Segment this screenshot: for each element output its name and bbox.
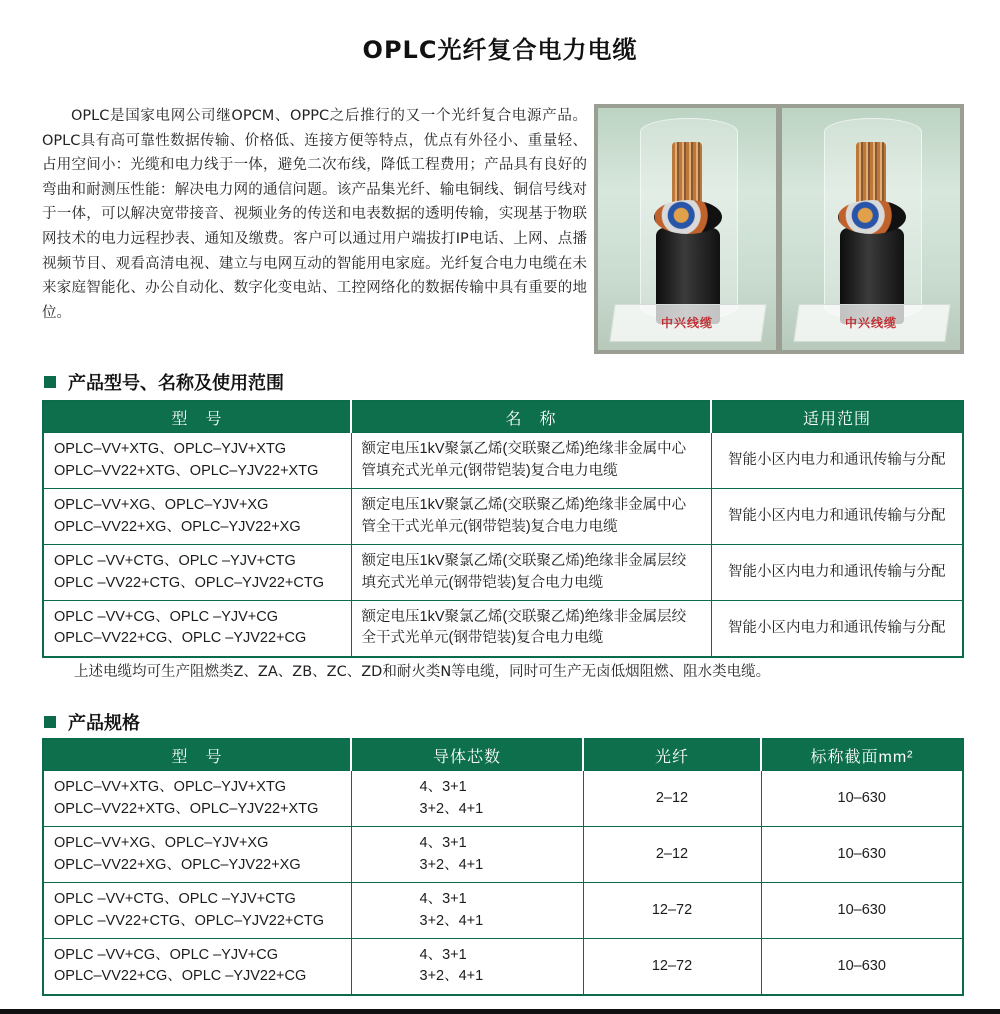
scope-cell: 智能小区内电力和通讯传输与分配 (711, 433, 963, 489)
scope-cell: 智能小区内电力和通讯传输与分配 (711, 545, 963, 601)
square-bullet-icon (44, 716, 56, 728)
model-cell: OPLC–VV+XG、OPLC–YJV+XG OPLC–VV22+XG、OPLC–YJV22+XG (43, 827, 351, 883)
product-name-cell: 额定电压1kV聚氯乙烯(交联聚乙烯)绝缘非金属层绞 填充式光单元(钢带铠装)复合电力电缆 (351, 545, 711, 601)
models-table (42, 400, 964, 658)
header-fiber: 光纤 (583, 739, 761, 771)
table-header-row (43, 401, 963, 433)
model-cell: OPLC –VV+CG、OPLC –YJV+CG OPLC–VV22+CG、OPLC –YJV22+CG (43, 601, 351, 657)
model-cell: OPLC –VV+CTG、OPLC –YJV+CTG OPLC –VV22+CTG、OPLC–YJV22+CTG (43, 883, 351, 939)
product-name-cell: 额定电压1kV聚氯乙烯(交联聚乙烯)绝缘非金属层绞 全干式光单元(钢带铠装)复合电力电缆 (351, 601, 711, 657)
fiber-cell: 2–12 (583, 827, 761, 883)
section-heading-models (44, 369, 284, 395)
model-cell: OPLC –VV+CG、OPLC –YJV+CG OPLC–VV22+CG、OPLC –YJV22+CG (43, 939, 351, 995)
table-row (43, 433, 963, 489)
table-row (43, 939, 963, 995)
area-cell: 10–630 (761, 939, 963, 995)
cores-cell: 4、3+1 3+2、4+1 (351, 883, 583, 939)
header-scope: 适用范围 (711, 401, 963, 433)
table-row (43, 601, 963, 657)
header-name: 名 称 (351, 401, 711, 433)
table-row (43, 545, 963, 601)
area-cell: 10–630 (761, 883, 963, 939)
square-bullet-icon (44, 376, 56, 388)
bottom-divider (0, 1009, 1000, 1014)
product-name-cell: 额定电压1kV聚氯乙烯(交联聚乙烯)绝缘非金属中心 管全干式光单元(钢带铠装)复合电力电缆 (351, 489, 711, 545)
specs-table (42, 738, 964, 996)
table-row (43, 489, 963, 545)
product-photos (594, 104, 964, 354)
header-model: 型 号 (43, 401, 351, 433)
area-cell: 10–630 (761, 827, 963, 883)
scope-cell: 智能小区内电力和通讯传输与分配 (711, 601, 963, 657)
intro-paragraph: OPLC是国家电网公司继OPCM、OPPC之后推行的又一个光纤复合电源产品。OPLC具有高可靠性数据传输、价格低、连接方便等特点，优点有外径小、重量轻、占用空间小：光缆和电力线于一体，避免二次布线，降低工程费用；产品具有良好的弯曲和耐测压性能：解决电力网的通信问题。该产品集光纤、输电铜线、铜信号线对于一体，可以解决宽带接音、视频业务的传送和电表数据的透明传输，实现基于物联网技术的电力远程抄表、通知及缴费。客户可以通过用户端拔打IP电话、上网、点播视频节目、观看高清电视、建立与电网互动的智能用电家庭。光纤复合电力电缆在未来家庭智能化、办公自动化、数字化变电站、工控网络化的数据传输中具有重要的地位。 (42, 108, 587, 321)
fiber-cell: 12–72 (583, 939, 761, 995)
cable-photo-right (782, 108, 960, 350)
model-cell: OPLC–VV+XG、OPLC–YJV+XG OPLC–VV22+XG、OPLC–YJV22+XG (43, 489, 351, 545)
photo-logo-text: 中兴线缆 (844, 316, 897, 330)
header-area: 标称截面mm² (761, 739, 963, 771)
area-cell: 10–630 (761, 771, 963, 827)
product-name-cell: 额定电压1kV聚氯乙烯(交联聚乙烯)绝缘非金属中心 管填充式光单元(钢带铠装)复合电力电缆 (351, 433, 711, 489)
fiber-cell: 2–12 (583, 771, 761, 827)
model-cell: OPLC–VV+XTG、OPLC–YJV+XTG OPLC–VV22+XTG、OPLC–YJV22+XTG (43, 771, 351, 827)
header-cores: 导体芯数 (351, 739, 583, 771)
page-title: OPLC光纤复合电力电缆 (362, 36, 638, 65)
section-heading-text: 产品规格 (68, 713, 140, 734)
table-header-row (43, 739, 963, 771)
header-model: 型 号 (43, 739, 351, 771)
section-heading-text: 产品型号、名称及使用范围 (68, 373, 284, 394)
cores-cell: 4、3+1 3+2、4+1 (351, 771, 583, 827)
section-heading-specs (44, 709, 140, 735)
cable-photo-left (598, 108, 776, 350)
photo-logo-text: 中兴线缆 (660, 316, 713, 330)
cores-cell: 4、3+1 3+2、4+1 (351, 939, 583, 995)
model-cell: OPLC–VV+XTG、OPLC–YJV+XTG OPLC–VV22+XTG、OPLC–YJV22+XTG (43, 433, 351, 489)
table-row (43, 883, 963, 939)
model-cell: OPLC –VV+CTG、OPLC –YJV+CTG OPLC –VV22+CTG、OPLC–YJV22+CTG (43, 545, 351, 601)
table-footnote: 上述电缆均可生产阻燃类Z、ZA、ZB、ZC、ZD和耐火类N等电缆，同时可生产无卤低烟阻燃、阻水类电缆。 (74, 664, 771, 680)
scope-cell: 智能小区内电力和通讯传输与分配 (711, 489, 963, 545)
table-row (43, 771, 963, 827)
cores-cell: 4、3+1 3+2、4+1 (351, 827, 583, 883)
table-row (43, 827, 963, 883)
fiber-cell: 12–72 (583, 883, 761, 939)
